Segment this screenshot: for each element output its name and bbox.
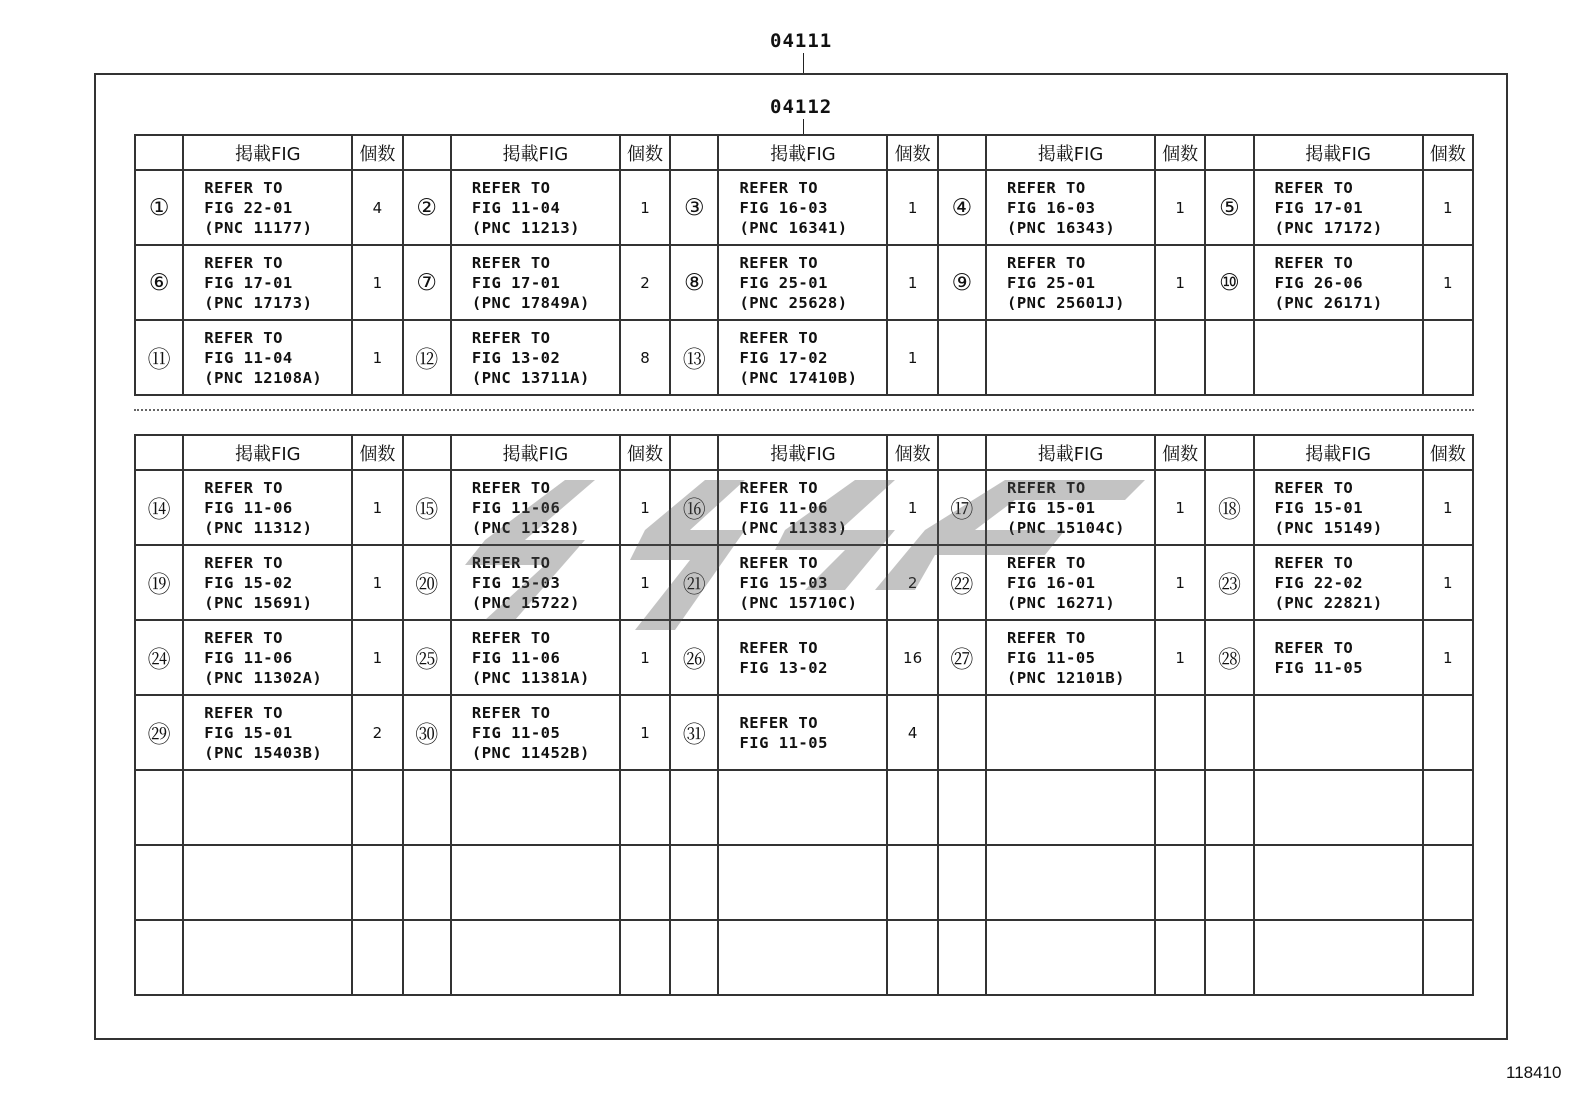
item-number: ④ [938,170,986,245]
item-number: ② [403,170,451,245]
item-number: ⑭ [135,470,183,545]
header-item-no [1205,135,1253,170]
item-number [1205,920,1253,995]
fig-reference [183,845,352,920]
fig-reference: REFER TO FIG 15-02 (PNC 15691) [183,545,352,620]
parts-table-2 [134,434,1474,996]
quantity [620,845,670,920]
fig-reference: REFER TO FIG 17-01 (PNC 17849A) [451,245,620,320]
fig-reference: REFER TO FIG 25-01 (PNC 25628) [718,245,887,320]
item-number: ⑨ [938,245,986,320]
item-number: ㉙ [135,695,183,770]
quantity: 1 [352,545,402,620]
header-item-no [403,435,451,470]
item-number: ⑪ [135,320,183,395]
header-fig: 掲載FIG [986,135,1155,170]
item-number: ⑦ [403,245,451,320]
item-number [135,920,183,995]
table-separator [134,409,1474,411]
quantity: 1 [1423,545,1473,620]
quantity: 1 [620,620,670,695]
header-qty: 個数 [887,435,937,470]
item-number: ⑫ [403,320,451,395]
header-item-no [938,435,986,470]
fig-reference [451,920,620,995]
fig-reference: REFER TO FIG 22-02 (PNC 22821) [1254,545,1423,620]
fig-reference: REFER TO FIG 22-01 (PNC 11177) [183,170,352,245]
item-number: ㉛ [670,695,718,770]
fig-reference: REFER TO FIG 15-01 (PNC 15104C) [986,470,1155,545]
item-number [1205,320,1253,395]
header-fig: 掲載FIG [1254,435,1423,470]
item-number: ㉕ [403,620,451,695]
item-number: ㉑ [670,545,718,620]
header-item-no [1205,435,1253,470]
item-number [938,770,986,845]
header-fig: 掲載FIG [986,435,1155,470]
fig-reference [1254,770,1423,845]
table-row [135,770,1473,845]
item-number [670,770,718,845]
quantity [1155,320,1205,395]
item-number: ⑱ [1205,470,1253,545]
header-qty: 個数 [620,435,670,470]
fig-reference [986,845,1155,920]
quantity [1155,845,1205,920]
item-number: ⑬ [670,320,718,395]
quantity [1155,770,1205,845]
quantity [620,920,670,995]
header-fig: 掲載FIG [718,135,887,170]
fig-reference [451,845,620,920]
quantity: 2 [352,695,402,770]
quantity [352,770,402,845]
fig-reference: REFER TO FIG 16-03 (PNC 16343) [986,170,1155,245]
assembly-label-inner: 04112 [770,96,833,118]
header-item-no [135,435,183,470]
header-item-no [135,135,183,170]
fig-reference: REFER TO FIG 11-06 (PNC 11381A) [451,620,620,695]
fig-reference [1254,695,1423,770]
item-number: ㉖ [670,620,718,695]
item-number [1205,770,1253,845]
fig-reference: REFER TO FIG 11-04 (PNC 12108A) [183,320,352,395]
quantity [1423,845,1473,920]
item-number [403,920,451,995]
fig-reference: REFER TO FIG 11-06 (PNC 11312) [183,470,352,545]
quantity: 1 [1423,470,1473,545]
quantity: 1 [887,470,937,545]
table-row [135,170,1473,245]
fig-reference: REFER TO FIG 11-05 (PNC 12101B) [986,620,1155,695]
table-row [135,470,1473,545]
item-number: ㉘ [1205,620,1253,695]
header-item-no [670,135,718,170]
item-number: ① [135,170,183,245]
fig-reference: REFER TO FIG 11-05 (PNC 11452B) [451,695,620,770]
fig-reference: REFER TO FIG 15-03 (PNC 15710C) [718,545,887,620]
item-number: ⑧ [670,245,718,320]
figure-id: 118410 [1506,1063,1562,1082]
fig-reference: REFER TO FIG 15-01 (PNC 15149) [1254,470,1423,545]
header-qty: 個数 [1423,135,1473,170]
item-number [1205,695,1253,770]
quantity [352,845,402,920]
header-fig: 掲載FIG [718,435,887,470]
fig-reference [718,770,887,845]
fig-reference: REFER TO FIG 13-02 (PNC 13711A) [451,320,620,395]
table-row [135,245,1473,320]
fig-reference [986,695,1155,770]
quantity: 1 [887,320,937,395]
quantity [887,845,937,920]
fig-reference: REFER TO FIG 11-06 (PNC 11302A) [183,620,352,695]
table-row [135,620,1473,695]
header-qty: 個数 [1155,135,1205,170]
item-number: ㉚ [403,695,451,770]
quantity [352,920,402,995]
quantity: 1 [620,470,670,545]
quantity: 16 [887,620,937,695]
fig-reference: REFER TO FIG 17-01 (PNC 17172) [1254,170,1423,245]
fig-reference: REFER TO FIG 13-02 [718,620,887,695]
header-qty: 個数 [1423,435,1473,470]
quantity [1423,320,1473,395]
fig-reference [183,770,352,845]
quantity [1423,770,1473,845]
item-number: ③ [670,170,718,245]
fig-reference [451,770,620,845]
table-row [135,695,1473,770]
quantity: 1 [1155,470,1205,545]
item-number [1205,845,1253,920]
quantity [1423,920,1473,995]
quantity: 1 [620,695,670,770]
item-number: ⑮ [403,470,451,545]
fig-reference [1254,920,1423,995]
item-number: ⑥ [135,245,183,320]
fig-reference [986,920,1155,995]
header-fig: 掲載FIG [451,435,620,470]
item-number: ㉒ [938,545,986,620]
parts-table-1 [134,134,1474,396]
fig-reference [718,845,887,920]
table-row [135,545,1473,620]
fig-reference: REFER TO FIG 17-02 (PNC 17410B) [718,320,887,395]
quantity: 1 [1155,545,1205,620]
item-number: ㉗ [938,620,986,695]
fig-reference: REFER TO FIG 11-04 (PNC 11213) [451,170,620,245]
item-number [403,770,451,845]
fig-reference: REFER TO FIG 11-06 (PNC 11383) [718,470,887,545]
fig-reference: REFER TO FIG 11-05 [1254,620,1423,695]
quantity: 2 [620,245,670,320]
fig-reference: REFER TO FIG 25-01 (PNC 25601J) [986,245,1155,320]
fig-reference: REFER TO FIG 15-01 (PNC 15403B) [183,695,352,770]
fig-reference: REFER TO FIG 17-01 (PNC 17173) [183,245,352,320]
quantity: 1 [352,320,402,395]
quantity: 1 [887,245,937,320]
item-number [403,845,451,920]
quantity [887,770,937,845]
fig-reference [1254,320,1423,395]
table-row [135,920,1473,995]
quantity: 1 [1155,170,1205,245]
header-qty: 個数 [352,435,402,470]
quantity: 1 [352,470,402,545]
header-item-no [403,135,451,170]
fig-reference [986,320,1155,395]
fig-reference: REFER TO FIG 11-05 [718,695,887,770]
fig-reference [1254,845,1423,920]
item-number: ⑳ [403,545,451,620]
item-number [938,695,986,770]
item-number: ㉓ [1205,545,1253,620]
header-fig: 掲載FIG [451,135,620,170]
fig-reference [183,920,352,995]
item-number [938,845,986,920]
fig-reference: REFER TO FIG 26-06 (PNC 26171) [1254,245,1423,320]
item-number: ⑲ [135,545,183,620]
quantity: 1 [620,170,670,245]
quantity: 1 [620,545,670,620]
header-item-no [938,135,986,170]
fig-reference [986,770,1155,845]
quantity [887,920,937,995]
item-number [938,920,986,995]
header-qty: 個数 [620,135,670,170]
quantity [620,770,670,845]
item-number [670,845,718,920]
table-row [135,845,1473,920]
item-number: ⑤ [1205,170,1253,245]
fig-reference [718,920,887,995]
header-fig: 掲載FIG [183,435,352,470]
header-qty: 個数 [352,135,402,170]
item-number: ⑩ [1205,245,1253,320]
assembly-label-outer: 04111 [770,30,833,52]
item-number: ㉔ [135,620,183,695]
item-number: ⑯ [670,470,718,545]
fig-reference: REFER TO FIG 11-06 (PNC 11328) [451,470,620,545]
quantity: 4 [352,170,402,245]
fig-reference: REFER TO FIG 15-03 (PNC 15722) [451,545,620,620]
header-qty: 個数 [887,135,937,170]
item-number [135,845,183,920]
fig-reference: REFER TO FIG 16-03 (PNC 16341) [718,170,887,245]
item-number: ⑰ [938,470,986,545]
quantity [1155,695,1205,770]
quantity: 1 [1423,170,1473,245]
leader-line-outer [803,53,804,73]
quantity: 1 [1423,245,1473,320]
header-qty: 個数 [1155,435,1205,470]
quantity: 1 [1155,245,1205,320]
header-fig: 掲載FIG [183,135,352,170]
header-item-no [670,435,718,470]
quantity: 1 [1423,620,1473,695]
quantity: 8 [620,320,670,395]
leader-line-inner [803,119,804,135]
item-number [938,320,986,395]
quantity: 4 [887,695,937,770]
quantity: 1 [352,245,402,320]
quantity: 1 [887,170,937,245]
quantity [1155,920,1205,995]
quantity [1423,695,1473,770]
quantity: 2 [887,545,937,620]
quantity: 1 [352,620,402,695]
fig-reference: REFER TO FIG 16-01 (PNC 16271) [986,545,1155,620]
table-row [135,320,1473,395]
header-fig: 掲載FIG [1254,135,1423,170]
item-number [135,770,183,845]
quantity: 1 [1155,620,1205,695]
item-number [670,920,718,995]
